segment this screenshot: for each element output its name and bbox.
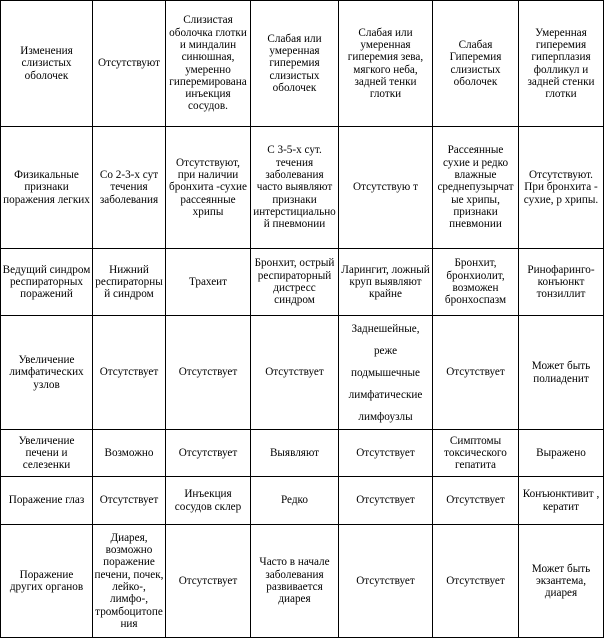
table-cell: Редко <box>251 477 339 525</box>
table-cell: Отсутствуют, при наличии бронхита -сухие рассеянные хрипы <box>166 127 251 249</box>
table-cell: Отсутствует <box>166 525 251 638</box>
table-cell: Возможно <box>93 430 166 477</box>
row-header-cell: Поражение других органов <box>1 525 93 638</box>
table-cell: С 3-5-х сут. течения заболевания часто выявляют признаки интерстициально й пневмонии <box>251 127 339 249</box>
row-header-cell: Ведущий синдром респираторных поражений <box>1 249 93 316</box>
table-cell: Диарея, возможно поражение печени, почек, лейко-, лимфо-, тромбоцитопения <box>93 525 166 638</box>
row-mucosa <box>1 1 604 127</box>
table-cell: Нижний респираторный синдром <box>93 249 166 316</box>
table-cell: Слабая Гиперемия слизистых оболочек <box>433 1 519 127</box>
table-cell: Выявляют <box>251 430 339 477</box>
table-cell: Отсутствует <box>93 316 166 430</box>
table-cell: Отсутствует <box>433 477 519 525</box>
table-cell: Ринофаринго-конъюнкт тонзиллит <box>519 249 604 316</box>
table-cell: Отсутствуют <box>93 1 166 127</box>
row-eyes <box>1 477 604 525</box>
table-cell: Отсутствует <box>251 316 339 430</box>
table-cell: Бронхит, острый респираторный дистресс синдром <box>251 249 339 316</box>
table-cell: Выражено <box>519 430 604 477</box>
row-header-cell: Поражение глаз <box>1 477 93 525</box>
table-cell: Может быть полиаденит <box>519 316 604 430</box>
table-cell: Ларингит, ложный круп выявляют крайне <box>339 249 433 316</box>
table-cell: Умеренная гиперемия гиперплазия фолликул и задней стенки глотки <box>519 1 604 127</box>
table-cell: Может быть экзантема, диарея <box>519 525 604 638</box>
table-cell: Отсутствуют. При бронхита - сухие, р хрипы. <box>519 127 604 249</box>
table-cell: Конъюнктивит , кератит <box>519 477 604 525</box>
table-cell: Слизистая оболочка глотки и миндалин синюшная, умеренно гиперемирована инъекция сосудов. <box>166 1 251 127</box>
table-cell: Отсутствует <box>339 525 433 638</box>
table-cell: Отсутствую т <box>339 127 433 249</box>
row-lymph-nodes <box>1 316 604 430</box>
table-cell: Заднешейные, реже подмышечные лимфатические лимфоузлы <box>339 316 433 430</box>
table-cell: Слабая или умеренная гиперемия зева, мягкого неба, задней тенки глотки <box>339 1 433 127</box>
table-cell: Отсутствует <box>433 316 519 430</box>
row-respiratory-syndrome <box>1 249 604 316</box>
table-cell: Со 2-3-х сут течения заболевания <box>93 127 166 249</box>
row-lung-signs <box>1 127 604 249</box>
table-cell: Отсутствует <box>166 430 251 477</box>
table-cell: Инъекция сосудов склер <box>166 477 251 525</box>
table-cell: Трахеит <box>166 249 251 316</box>
table-cell: Симптомы токсического гепатита <box>433 430 519 477</box>
table-cell: Бронхит, бронхиолит, возможен бронхоспазм <box>433 249 519 316</box>
table-cell: Отсутствует <box>93 477 166 525</box>
row-header-cell: Физикальные признаки поражения легких <box>1 127 93 249</box>
row-header-cell: Увеличение печени и селезенки <box>1 430 93 477</box>
row-liver-spleen <box>1 430 604 477</box>
table-cell: Отсутствует <box>433 525 519 638</box>
table-cell: Слабая или умеренная гиперемия слизистых оболочек <box>251 1 339 127</box>
table-cell: Отсутствует <box>339 477 433 525</box>
row-other-organs <box>1 525 604 638</box>
row-header-cell: Увеличение лимфатических узлов <box>1 316 93 430</box>
table-cell: Отсутствует <box>166 316 251 430</box>
table-cell: Рассеянные сухие и редко влажные среднепузырчатые хрипы, признаки пневмонии <box>433 127 519 249</box>
table-cell: Часто в начале заболевания развивается диарея <box>251 525 339 638</box>
row-header-cell: Изменения слизистых оболочек <box>1 1 93 127</box>
table-cell: Отсутствует <box>339 430 433 477</box>
